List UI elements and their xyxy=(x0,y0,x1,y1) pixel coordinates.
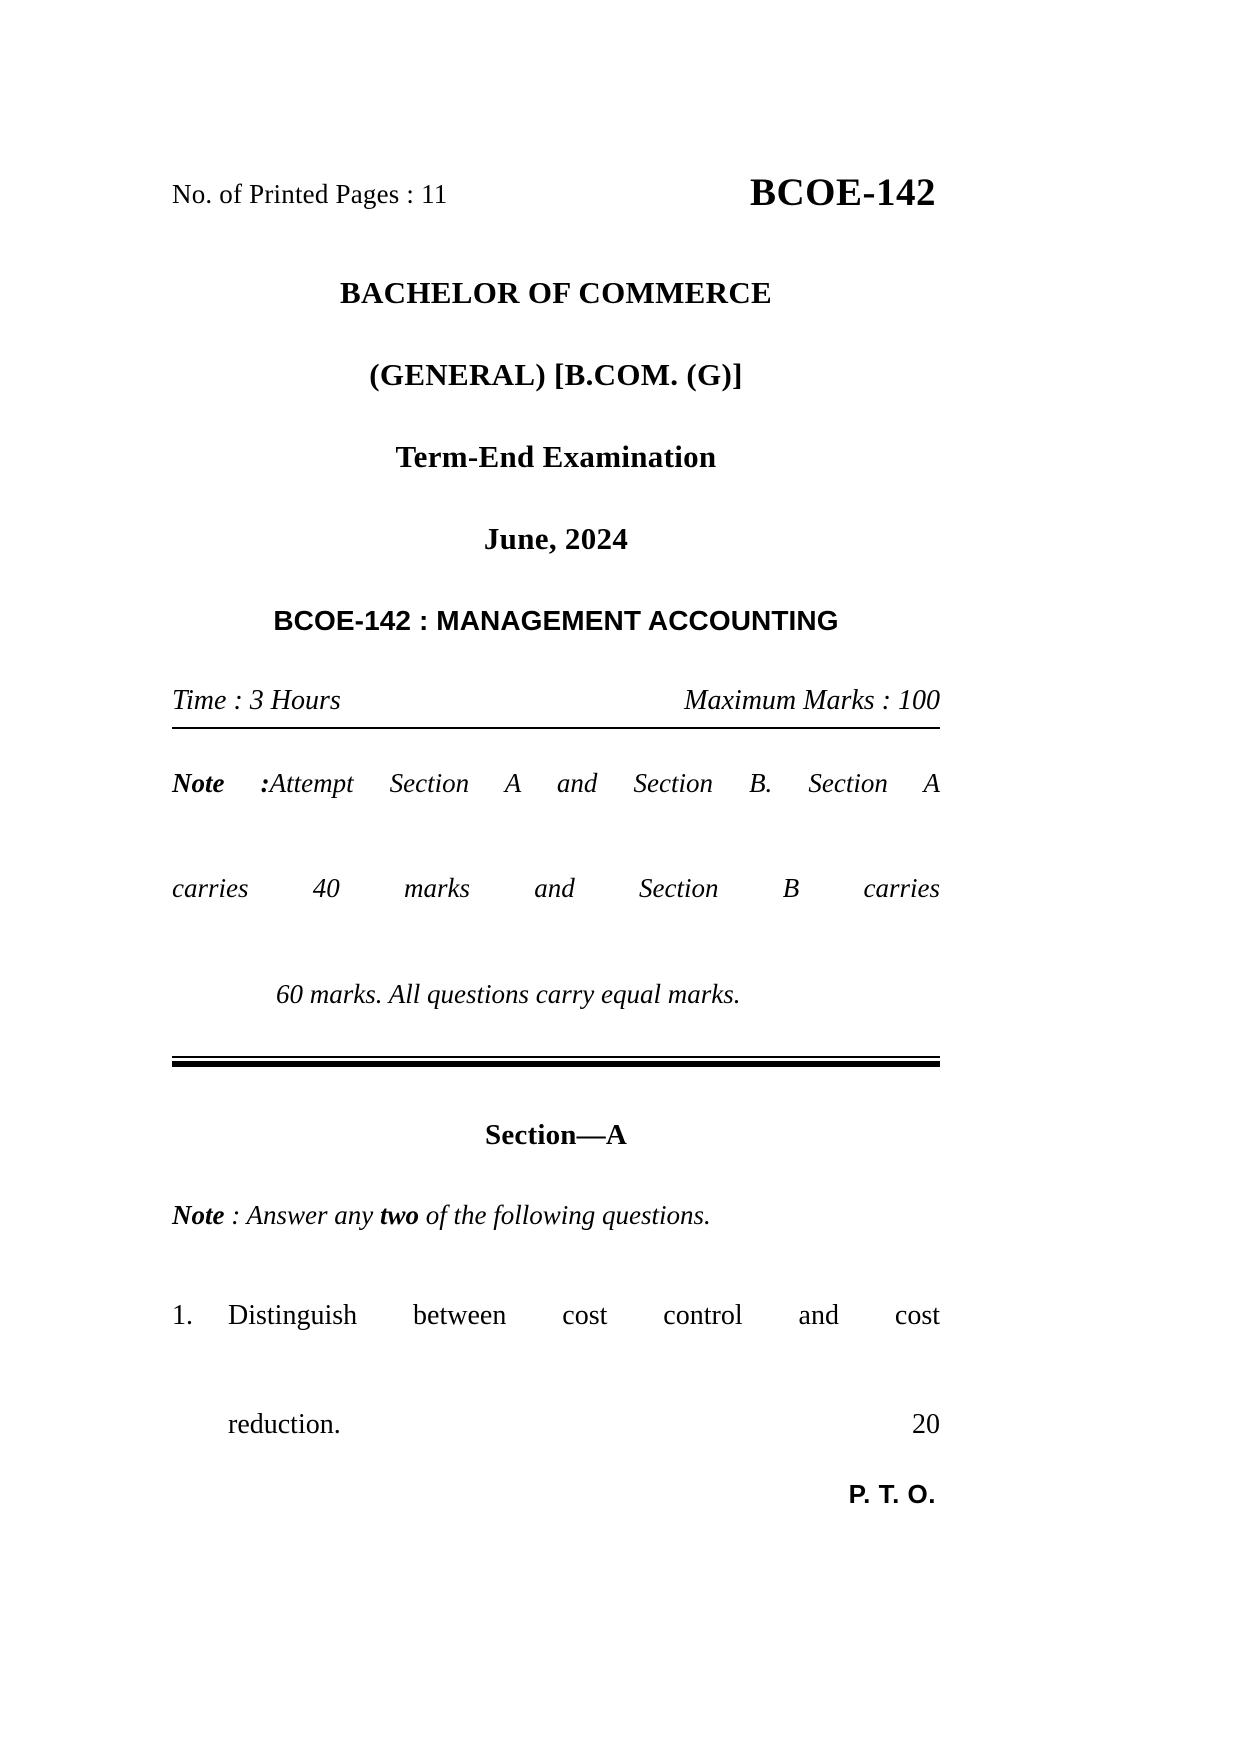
question-text-line-2: reduction. xyxy=(228,1409,341,1441)
question-second-line xyxy=(172,1398,940,1453)
general-note-line-2: carries 40 marks and Section B carries xyxy=(172,873,940,904)
question-item xyxy=(172,1289,940,1453)
exam-info-row xyxy=(172,685,940,727)
general-note xyxy=(172,757,940,1020)
divider-thin xyxy=(172,727,940,729)
examination-type: Term-End Examination xyxy=(395,439,717,474)
section-note-label: Note xyxy=(172,1200,225,1231)
section-note-prefix: : Answer any xyxy=(224,1200,380,1231)
general-note-label: Note : xyxy=(172,768,270,798)
divider-double-thick xyxy=(172,1061,940,1067)
question-marks: 20 xyxy=(912,1409,940,1441)
section-a-heading: Section—A xyxy=(485,1119,627,1152)
page-content xyxy=(172,0,940,1453)
general-note-line-1 xyxy=(172,757,940,862)
general-note-line-3: 60 marks. All questions carry equal marks. xyxy=(276,978,741,1009)
exam-duration: Time : 3 Hours xyxy=(172,685,341,716)
subject-title: BCOE-142 : MANAGEMENT ACCOUNTING xyxy=(273,605,839,636)
divider-double xyxy=(172,1056,940,1067)
programme-title-line-1: BACHELOR OF COMMERCE xyxy=(340,275,772,310)
page-header xyxy=(172,168,940,213)
please-turn-over-label: P. T. O. xyxy=(848,1479,936,1509)
course-code: BCOE-142 xyxy=(749,171,936,214)
question-text-line-1: Distinguish between cost control and cost xyxy=(228,1300,940,1332)
exam-maximum-marks: Maximum Marks : 100 xyxy=(684,685,940,716)
page-footer xyxy=(172,1470,940,1510)
programme-title-line-2: (GENERAL) [B.COM. (G)] xyxy=(369,357,743,392)
section-a-note xyxy=(172,1200,940,1231)
section-note-suffix: of the following questions. xyxy=(419,1200,711,1231)
question-number: 1. xyxy=(172,1300,193,1332)
general-note-text-1: Attempt Section A and Section B. Section A xyxy=(269,768,941,798)
question-first-line xyxy=(172,1289,940,1398)
section-note-emphasis: two xyxy=(379,1200,419,1231)
printed-pages-count: No. of Printed Pages : 11 xyxy=(172,179,448,209)
examination-session: June, 2024 xyxy=(483,521,629,556)
